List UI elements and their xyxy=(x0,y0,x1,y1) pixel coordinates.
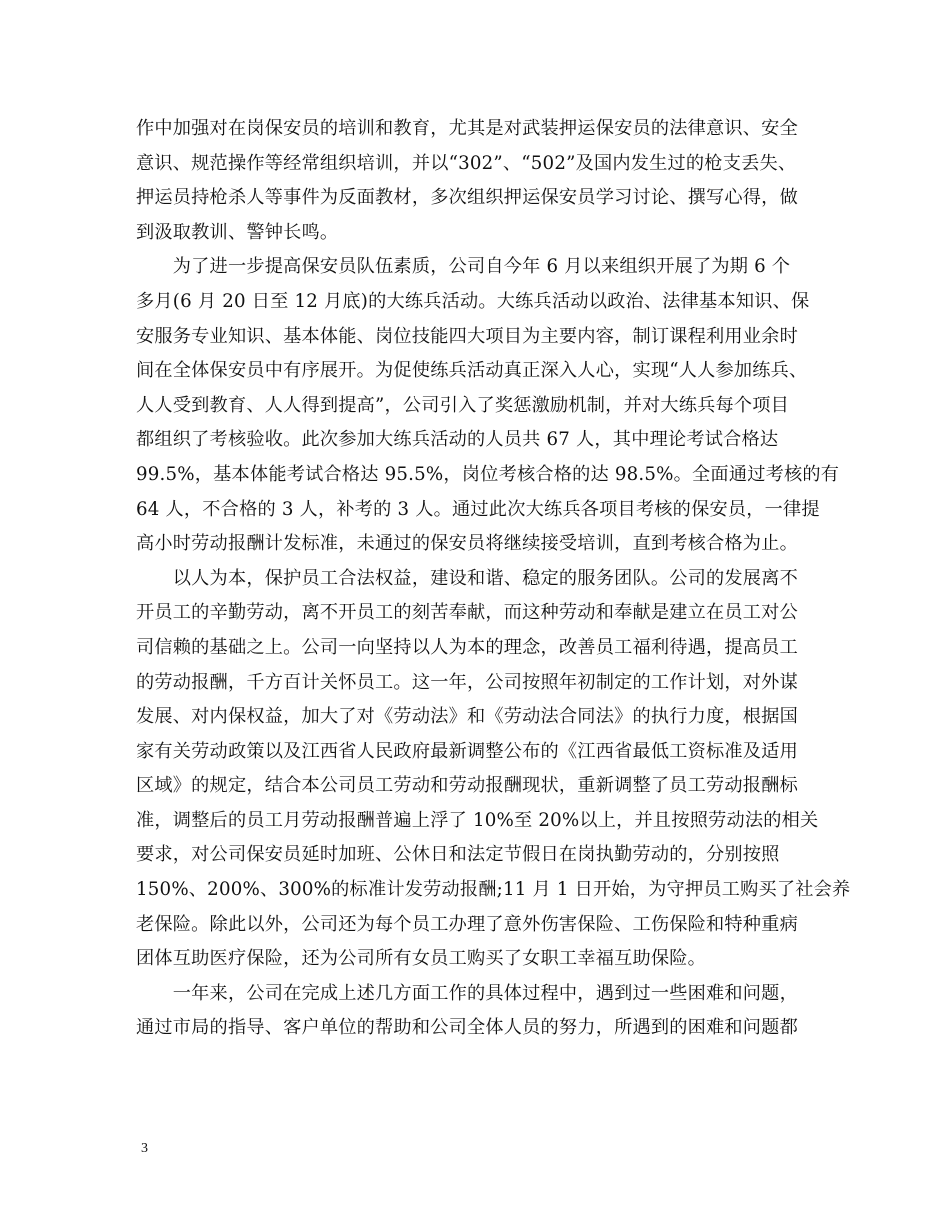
text-line: 到汲取教训、警钟长鸣。 xyxy=(136,221,339,243)
text-line: 间在全体保安员中有序展开。为促使练兵活动真正深入人心，实现“人人参加练兵、 xyxy=(136,360,808,382)
text-line: 开员工的辛勤劳动，离不开员工的刻苦奉献，而这种劳动和奉献是建立在员工对公 xyxy=(136,602,798,624)
text-line: 安服务专业知识、基本体能、岗位技能四大项目为主要内容，制订课程利用业余时 xyxy=(136,325,798,347)
text-line: 司信赖的基础之上。公司一向坚持以人为本的理念，改善员工福利待遇，提高员工 xyxy=(136,636,798,658)
body-text xyxy=(136,112,851,1046)
text-line: 通过市局的指导、客户单位的帮助和公司全体人员的努力，所遇到的困难和问题都 xyxy=(136,1017,798,1039)
text-line: 都组织了考核验收。此次参加大练兵活动的人员共 67 人，其中理论考试合格达 xyxy=(136,429,779,451)
text-line: 发展、对内保权益，加大了对《劳动法》和《劳动法合同法》的执行力度，根据国 xyxy=(136,706,798,728)
text-line: 准，调整后的员工月劳动报酬普遍上浮了 10%至 20%以上，并且按照劳动法的相关 xyxy=(136,809,819,831)
text-line: 老保险。除此以外，公司还为每个员工办理了意外伤害保险、工伤保险和特种重病 xyxy=(136,913,798,935)
text-line: 以人为本，保护员工合法权益，建设和谐、稳定的服务团队。公司的发展离不 xyxy=(136,567,798,589)
text-line: 团体互助医疗保险，还为公司所有女员工购买了女职工幸福互助保险。 xyxy=(136,948,707,970)
text-line: 150%、200%、300%的标准计发劳动报酬;11 月 1 日开始，为守押员工购买了社会养 xyxy=(136,879,851,901)
text-line: 99.5%，基本体能考试合格达 95.5%，岗位考核合格的达 98.5%。全面通过考核的有 xyxy=(136,463,840,485)
text-line: 64 人，不合格的 3 人，补考的 3 人。通过此次大练兵各项目考核的保安员，一律提 xyxy=(136,498,820,520)
text-line: 押运员持枪杀人等事件为反面教材，多次组织押运保安员学习讨论、撰写心得，做 xyxy=(136,187,798,209)
text-line: 作中加强对在岗保安员的培训和教育，尤其是对武装押运保安员的法律意识、安全 xyxy=(136,118,798,139)
text-line: 多月(6 月 20 日至 12 月底)的大练兵活动。大练兵活动以政治、法律基本知识、保 xyxy=(136,290,810,312)
page-number: 3 xyxy=(141,1141,148,1156)
text-line: 为了进一步提高保安员队伍素质，公司自今年 6 月以来组织开展了为期 6 个 xyxy=(136,256,791,278)
text-line: 的劳动报酬，千方百计关怀员工。这一年，公司按照年初制定的工作计划，对外谋 xyxy=(136,671,798,693)
text-line: 区域》的规定，结合本公司员工劳动和劳动报酬现状，重新调整了员工劳动报酬标 xyxy=(136,775,798,797)
text-line: 要求，对公司保安员延时加班、公休日和法定节假日在岗执勤劳动的，分别按照 xyxy=(136,844,780,866)
text-line: 家有关劳动政策以及江西省人民政府最新调整公布的《江西省最低工资标准及适用 xyxy=(136,740,798,762)
text-line: 人人受到教育、人人得到提高”，公司引入了奖惩激励机制，并对大练兵每个项目 xyxy=(136,394,790,416)
text-line: 意识、规范操作等经常组织培训，并以“302”、“502”及国内发生过的枪支丢失、 xyxy=(136,152,797,174)
text-line: 高小时劳动报酬计发标准，未通过的保安员将继续接受培训，直到考核合格为止。 xyxy=(136,533,798,555)
text-line: 一年来，公司在完成上述几方面工作的具体过程中，遇到过一些困难和问题， xyxy=(136,982,798,1004)
